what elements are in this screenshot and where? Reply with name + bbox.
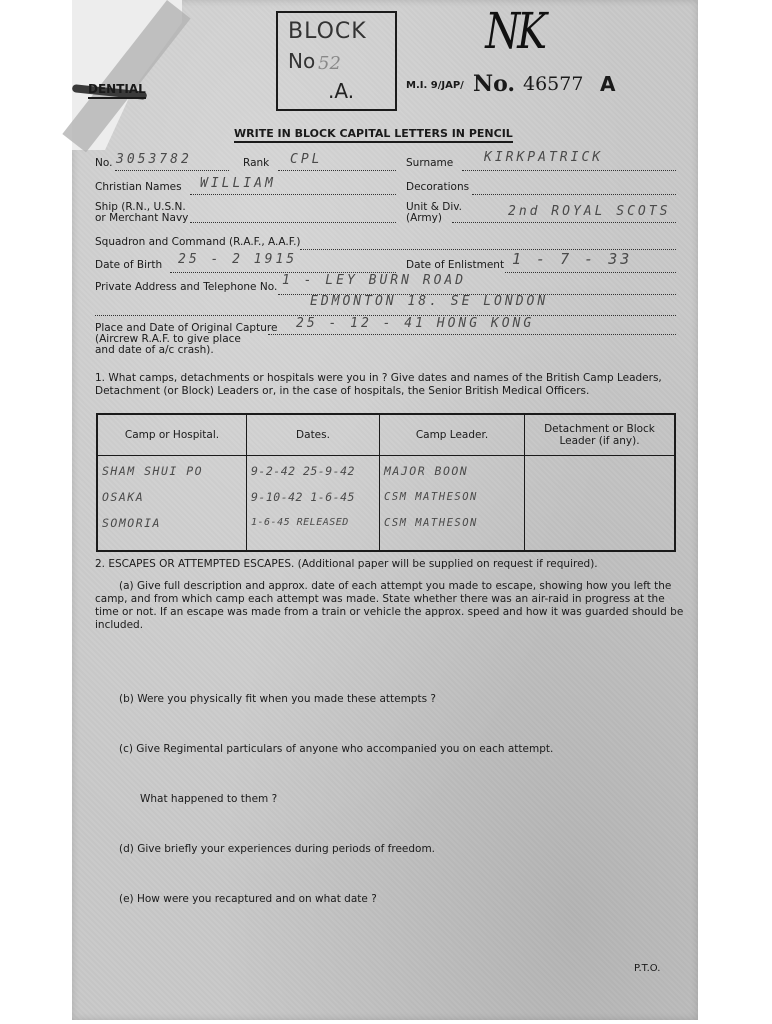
unit-value[interactable]: 2nd ROYAL SCOTS xyxy=(508,204,671,219)
dob-label: Date of Birth xyxy=(95,259,163,271)
document-number: 46577 xyxy=(523,73,584,95)
decorations-label: Decorations xyxy=(406,181,470,193)
stamp-no-label: No xyxy=(288,49,316,73)
unit-label xyxy=(406,202,462,224)
col-leader-header: Camp Leader. xyxy=(380,414,525,456)
block-stamp xyxy=(276,11,397,111)
capture-value[interactable]: 25 - 12 - 41 HONG KONG xyxy=(296,316,535,331)
ship-label-line2: or Merchant Navy xyxy=(95,212,189,224)
surname-label: Surname xyxy=(406,157,454,169)
question-c: (c) Give Regimental particulars of anyone who accompanied you on each attempt. xyxy=(119,743,554,755)
squadron-label: Squadron and Command (R.A.F., A.A.F.) xyxy=(95,236,301,248)
question-a: (a) Give full description and approx. date of each attempt you made to escape, showing how you left the camp, and from which camp each attempt was made. State whether there was an air-raid in progress at the time or not. If an escape was made from a train or vehicle the approx. speed and how it was guarded should be included. xyxy=(95,580,684,631)
col-camp-header: Camp or Hospital. xyxy=(97,414,247,456)
capture-label-line3: and date of a/c crash). xyxy=(95,344,214,356)
rank-label: Rank xyxy=(243,157,270,169)
service-no-label: No. xyxy=(95,157,113,169)
question-b: (b) Were you physically fit when you made these attempts ? xyxy=(119,693,436,705)
unit-label-line1: Unit & Div. xyxy=(406,201,462,213)
form-reference: M.I. 9/JAP/ xyxy=(406,80,464,91)
leader-value: CSM MATHESON xyxy=(384,517,478,529)
capture-line xyxy=(268,334,676,335)
leader-value: CSM MATHESON xyxy=(384,491,478,503)
camp-value: SHAM SHUI PO xyxy=(102,464,204,478)
unit-line xyxy=(452,222,676,223)
rank-line xyxy=(278,170,396,171)
unit-label-line2: (Army) xyxy=(406,212,442,224)
section2-heading: 2. ESCAPES OR ATTEMPTED ESCAPES. (Additional paper will be supplied on request if required). xyxy=(95,558,598,570)
camp-value: SOMORIA xyxy=(102,516,161,530)
block-leader-cell[interactable] xyxy=(525,456,676,552)
leader-value: MAJOR BOON xyxy=(384,464,469,478)
christian-names-label: Christian Names xyxy=(95,181,182,193)
surname-value[interactable]: KIRKPATRICK xyxy=(484,150,604,165)
table-header-row xyxy=(97,414,675,456)
ship-label-line1: Ship (R.N., U.S.N. xyxy=(95,201,186,213)
question-e: (e) How were you recaptured and on what date ? xyxy=(119,893,377,905)
col-block-leader-header: Detachment or Block Leader (if any). xyxy=(525,414,676,456)
block-leader-value xyxy=(529,458,670,484)
service-no-value[interactable]: 3053782 xyxy=(116,152,192,167)
col-dates-header: Dates. xyxy=(247,414,380,456)
capture-label xyxy=(95,323,277,356)
dates-value: 9-2-42 25-9-42 xyxy=(251,464,355,478)
enlistment-line xyxy=(505,272,676,273)
ship-label xyxy=(95,202,188,224)
leader-cell[interactable] xyxy=(380,456,525,552)
question-c-followup: What happened to them ? xyxy=(140,793,278,805)
stamp-block-label: BLOCK xyxy=(288,19,367,44)
christian-names-value[interactable]: WILLIAM xyxy=(200,176,276,191)
stamp-letter: .A. xyxy=(328,79,355,103)
camps-table xyxy=(96,413,676,552)
christian-names-line xyxy=(190,194,396,195)
address-value-line2[interactable]: EDMONTON 18. SE LONDON xyxy=(310,294,549,309)
question-d: (d) Give briefly your experiences during periods of freedom. xyxy=(119,843,436,855)
capture-label-line2: (Aircrew R.A.F. to give place xyxy=(95,333,241,345)
dates-value: 1-6-45 RELEASED xyxy=(251,517,349,528)
table-row xyxy=(97,456,675,552)
page-turn-over: P.T.O. xyxy=(634,963,661,974)
surname-line xyxy=(462,170,676,171)
enlistment-label: Date of Enlistment xyxy=(406,259,505,271)
number-symbol: No. xyxy=(473,71,516,97)
stamp-handwritten-number: 52 xyxy=(318,53,341,74)
rank-value[interactable]: CPL xyxy=(290,152,323,167)
camp-value: OSAKA xyxy=(102,490,145,504)
capture-label-line1: Place and Date of Original Capture xyxy=(95,322,278,334)
ship-line xyxy=(190,222,396,223)
dates-cell[interactable] xyxy=(247,456,380,552)
section1-question: 1. What camps, detachments or hospitals were you in ? Give dates and names of the British Camp Leaders, Detachment (or Block) Leaders or, in the case of hospitals, the Senior British Medical Officers. xyxy=(95,372,662,397)
dob-value[interactable]: 25 - 2 1915 xyxy=(178,252,298,267)
classification-label: DENTIAL xyxy=(88,82,146,99)
service-no-line xyxy=(115,170,229,171)
handwritten-mark: NK xyxy=(485,2,544,60)
camp-cell[interactable] xyxy=(97,456,247,552)
document-suffix: A xyxy=(600,72,616,96)
enlistment-value[interactable]: 1 - 7 - 33 xyxy=(512,250,633,268)
address-value-line1[interactable]: 1 - LEY BURN ROAD xyxy=(282,273,467,288)
address-label: Private Address and Telephone No. xyxy=(95,281,278,293)
form-instruction: WRITE IN BLOCK CAPITAL LETTERS IN PENCIL xyxy=(234,127,513,143)
dates-value: 9-10-42 1-6-45 xyxy=(251,490,355,504)
decorations-line xyxy=(472,194,676,195)
